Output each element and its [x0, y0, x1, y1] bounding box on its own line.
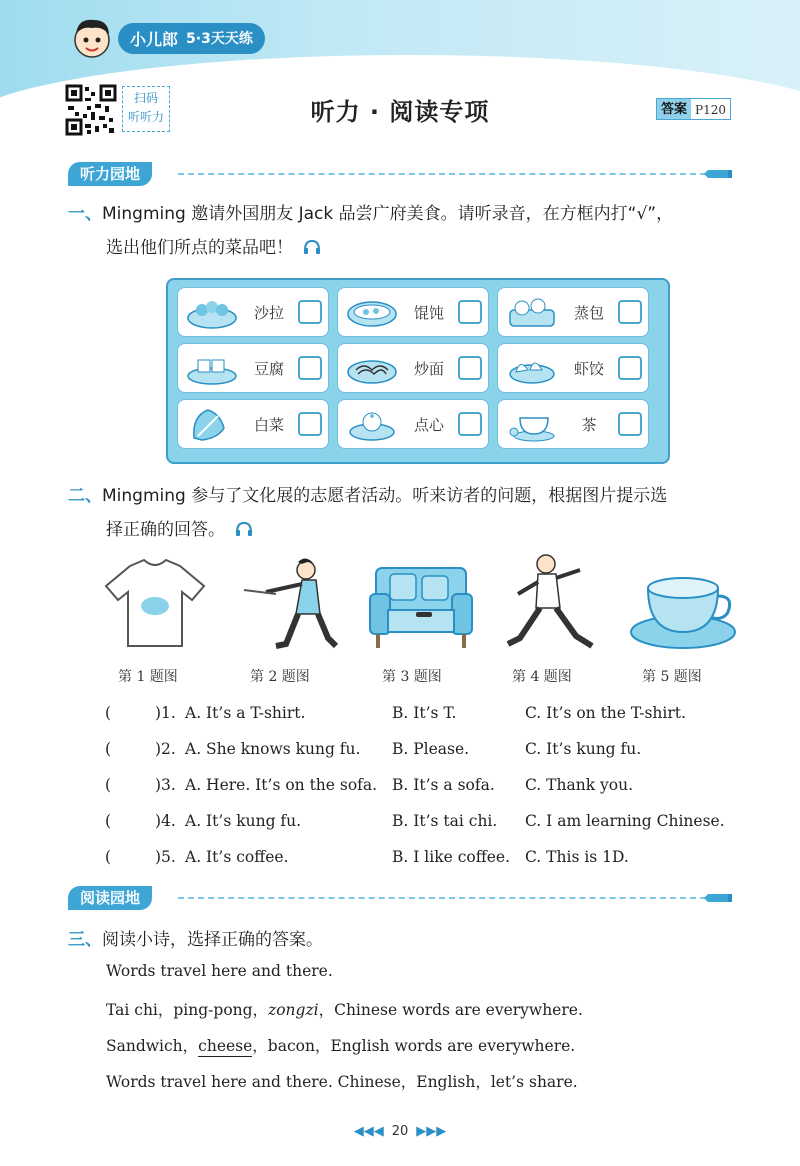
dish-checkbox[interactable] — [458, 356, 482, 380]
option-b: B. Please. — [392, 740, 470, 758]
poem-word-cheese: cheese — [198, 1037, 253, 1055]
dish-item — [497, 343, 649, 393]
dish-item — [337, 287, 489, 337]
answer-page: P120 — [691, 99, 730, 119]
wonton-icon — [344, 292, 400, 332]
dish-item — [497, 399, 649, 449]
q2-text-line2: 择正确的回答。 — [106, 520, 225, 540]
caption-3: 第 3 题图 — [382, 669, 442, 685]
dish-item — [177, 287, 329, 337]
q2-number: 二、 — [68, 486, 102, 506]
dish-item — [337, 343, 489, 393]
answer-blank[interactable]: ( — [105, 776, 112, 794]
dim-sum-icon — [344, 404, 400, 444]
poem-line-1: Words travel here and there. — [106, 962, 333, 980]
option-a: A. It’s coffee. — [185, 848, 289, 866]
t-shirt-icon — [100, 548, 210, 658]
option-a: A. She knows kung fu. — [185, 740, 361, 758]
dish-name: 沙拉 — [253, 303, 284, 322]
question-row — [105, 740, 745, 764]
poem-line-4: Words travel here and there. Chinese，English，let’s share. — [106, 1073, 578, 1091]
option-c: C. It’s kung fu. — [525, 740, 642, 758]
pencil-icon — [704, 892, 732, 904]
tai-chi-man-icon — [496, 548, 606, 658]
dish-checkbox[interactable] — [618, 412, 642, 436]
question-number: )3. — [155, 776, 176, 794]
q3-text: 阅读小诗，选择正确的答案。 — [102, 930, 323, 950]
dish-checkbox[interactable] — [458, 300, 482, 324]
dish-checkbox[interactable] — [298, 356, 322, 380]
option-c: C. This is 1D. — [525, 848, 629, 866]
poem-line-3 — [106, 1034, 575, 1056]
tofu-icon — [184, 348, 240, 388]
question-number: )5. — [155, 848, 176, 866]
poem-line-2-end: ，Chinese words are everywhere. — [318, 1001, 583, 1019]
dish-name: 点心 — [413, 415, 444, 434]
q1-title — [68, 198, 673, 230]
dish-item — [497, 287, 649, 337]
answer-blank[interactable]: ( — [105, 848, 112, 866]
headphones-icon[interactable] — [235, 521, 253, 537]
steamed-bun-icon — [504, 292, 560, 332]
option-a: A. It’s kung fu. — [185, 812, 302, 830]
option-c: C. I am learning Chinese. — [525, 812, 725, 830]
poem-line-3-start: Sandwich， — [106, 1037, 199, 1055]
option-c: C. Thank you. — [525, 776, 634, 794]
question-row — [105, 704, 745, 728]
dish-item — [177, 343, 329, 393]
section-listening — [68, 162, 732, 186]
brand-logo — [70, 20, 265, 56]
q1-text-line1: Mingming 邀请外国朋友 Jack 品尝广府美食。请听录音，在方框内打“√”， — [102, 204, 674, 224]
dish-checkbox[interactable] — [298, 412, 322, 436]
q2-text-line1: Mingming 参与了文化展的志愿者活动。听来访者的问题，根据图片提示选 — [102, 486, 668, 506]
dish-name: 茶 — [581, 415, 597, 434]
page-footer — [0, 1124, 800, 1139]
question-row — [105, 776, 745, 800]
poem-line-2-start: Tai chi，ping-pong， — [106, 1001, 269, 1019]
dish-name: 蒸包 — [573, 303, 604, 322]
q1-number: 一、 — [68, 204, 102, 224]
question-number: )2. — [155, 740, 176, 758]
option-a: A. Here. It’s on the sofa. — [185, 776, 378, 794]
footer-left-arrows: ◀◀◀ — [353, 1124, 384, 1139]
footer-right-arrows: ▶▶▶ — [416, 1124, 447, 1139]
salad-icon — [184, 292, 240, 332]
q1-text-line2: 选出他们所点的菜品吧！ — [106, 238, 293, 258]
answer-reference — [656, 98, 731, 120]
question-row — [105, 812, 745, 836]
scan-tag-line2: 听听力 — [127, 110, 164, 124]
tea-icon — [504, 404, 560, 444]
dish-name: 虾饺 — [573, 359, 604, 378]
question-number: )1. — [155, 704, 176, 722]
dish-name: 馄饨 — [413, 303, 444, 322]
caption-4: 第 4 题图 — [512, 669, 572, 685]
option-c: C. It’s on the T-shirt. — [525, 704, 686, 722]
caption-1: 第 1 题图 — [118, 669, 178, 685]
option-b: B. It’s tai chi. — [392, 812, 498, 830]
question-number: )4. — [155, 812, 176, 830]
brand-name: 小儿郎 — [130, 29, 179, 49]
dish-checkbox[interactable] — [618, 300, 642, 324]
section-reading-label: 阅读园地 — [68, 886, 152, 910]
section-reading — [68, 886, 732, 910]
page-title: 听力 · 阅读专项 — [310, 98, 490, 126]
q2-title-line2 — [106, 514, 253, 546]
dish-name: 豆腐 — [253, 359, 284, 378]
mascot-icon — [70, 14, 114, 62]
dish-item — [337, 399, 489, 449]
q3-title — [68, 924, 323, 956]
dish-name: 白菜 — [253, 415, 284, 434]
option-b: B. I like coffee. — [392, 848, 510, 866]
headphones-icon[interactable] — [303, 239, 321, 255]
option-b: B. It’s a sofa. — [392, 776, 495, 794]
answer-blank[interactable]: ( — [105, 740, 112, 758]
poem-line-2 — [106, 998, 583, 1020]
coffee-cup-icon — [628, 548, 738, 658]
scan-tag-line1: 扫码 — [133, 91, 158, 105]
answer-blank[interactable]: ( — [105, 812, 112, 830]
dish-checkbox[interactable] — [618, 356, 642, 380]
dish-menu — [166, 278, 670, 464]
caption-5: 第 5 题图 — [642, 669, 702, 685]
option-b: B. It’s T. — [392, 704, 457, 722]
cabbage-icon — [184, 404, 240, 444]
question-row — [105, 848, 745, 872]
poem-line-3-end: ，bacon，English words are everywhere. — [252, 1037, 576, 1055]
brand-pill — [118, 23, 265, 54]
q1-title-line2 — [106, 232, 321, 264]
shrimp-dumpling-icon — [504, 348, 560, 388]
poem-word-zongzi: zongzi — [268, 1001, 319, 1019]
q3-number: 三、 — [68, 930, 102, 950]
caption-2: 第 2 题图 — [250, 669, 310, 685]
section-listening-label: 听力园地 — [68, 162, 152, 186]
page-number: 20 — [391, 1124, 409, 1139]
option-a: A. It’s a T-shirt. — [185, 704, 306, 722]
dish-checkbox[interactable] — [298, 300, 322, 324]
dish-checkbox[interactable] — [458, 412, 482, 436]
fried-noodles-icon — [344, 348, 400, 388]
answer-blank[interactable]: ( — [105, 704, 112, 722]
sofa-icon — [366, 548, 476, 658]
kung-fu-girl-icon — [236, 548, 346, 658]
pencil-icon — [704, 168, 732, 180]
q2-title — [68, 480, 667, 512]
dish-name: 炒面 — [413, 359, 444, 378]
dish-item — [177, 399, 329, 449]
answer-label: 答案 — [657, 99, 691, 119]
brand-series: 5·3天天练 — [186, 31, 253, 47]
question-pictures — [100, 548, 740, 658]
